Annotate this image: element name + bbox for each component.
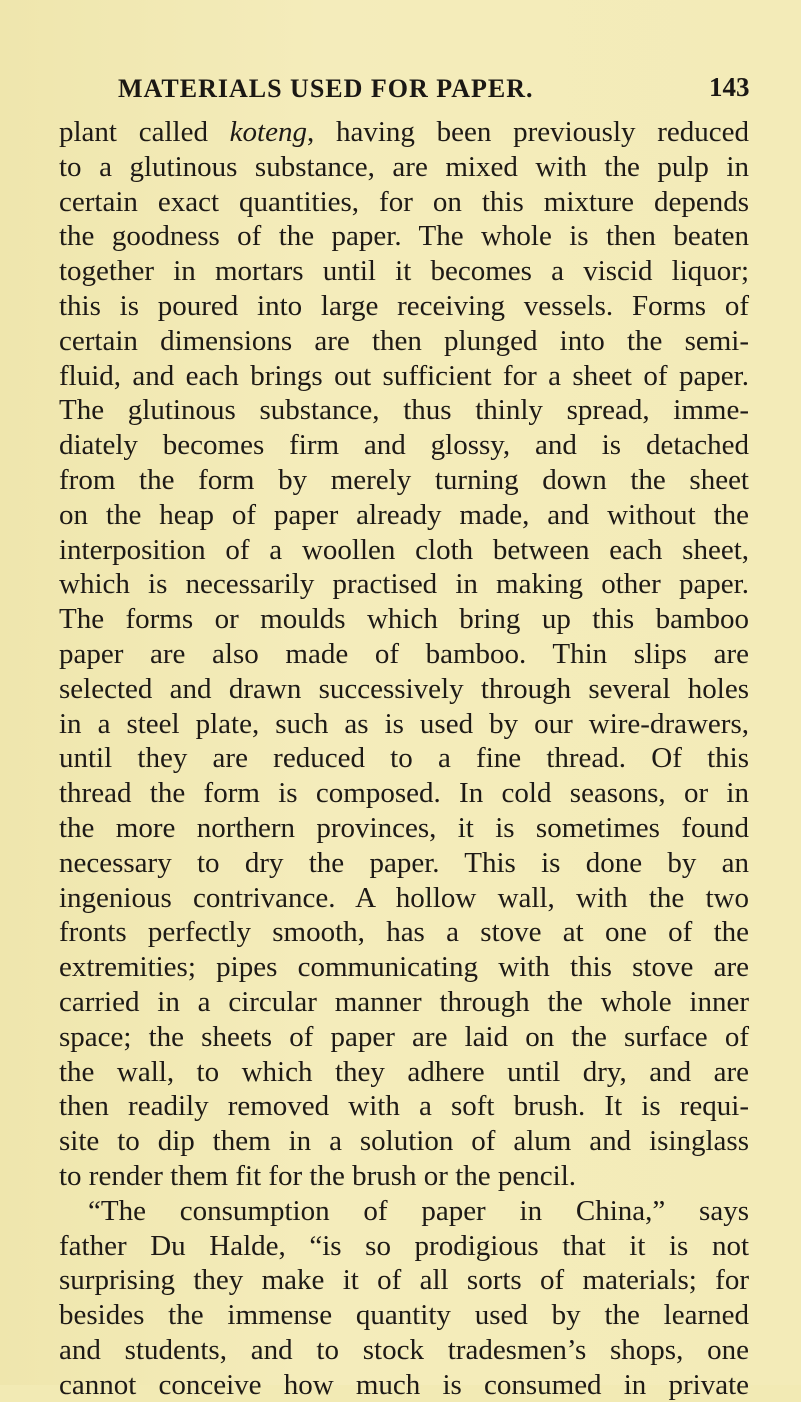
page-number: 143 [709, 72, 750, 102]
text-line: to render them fit for the brush or the pencil. [59, 1159, 577, 1192]
text-line: the more northern provinces, it is sometimes found [59, 811, 749, 844]
text-line: site to dip them in a solution of alum and isinglass [59, 1125, 749, 1158]
text-line: ingenious contrivance. A hollow wall, with the two [59, 881, 749, 914]
text-line: fronts perfectly smooth, has a stove at one of the [59, 916, 749, 949]
text-line: and students, and to stock tradesmen’s shops, one [59, 1333, 749, 1366]
italic-term: koteng [229, 116, 307, 148]
text-line: selected and drawn successively through several holes [59, 672, 749, 705]
text-line: the goodness of the paper. The whole is then beaten [59, 220, 749, 253]
text-line: “The consumption of paper in China,” says [88, 1194, 749, 1227]
text-line: besides the immense quantity used by the learned [59, 1299, 749, 1332]
body-text [59, 115, 749, 1402]
text-line: father Du Halde, “is so prodigious that it is not [59, 1229, 749, 1262]
text-line: space; the sheets of paper are laid on the surface of [59, 1020, 749, 1053]
text-line: The forms or moulds which bring up this bamboo [59, 603, 749, 636]
text-line: in a steel plate, such as is used by our wire-drawers, [59, 707, 749, 740]
text-line: until they are reduced to a fine thread. Of this [59, 742, 749, 775]
text-line [59, 115, 749, 150]
text-line: then readily removed with a soft brush. It is requi- [59, 1090, 749, 1123]
text-line: diately becomes firm and glossy, and is detached [59, 429, 749, 462]
text-line: the wall, to which they adhere until dry, and are [59, 1055, 749, 1088]
text-line: certain exact quantities, for on this mixture depends [59, 185, 749, 218]
text-line: carried in a circular manner through the whole inner [59, 985, 749, 1018]
running-title: MATERIALS USED FOR PAPER. [118, 74, 534, 103]
text-line: which is necessarily practised in making other paper. [59, 568, 749, 601]
text-line: cannot conceive how much is consumed in private [59, 1368, 749, 1401]
text-line: this is poured into large receiving vessels. Forms of [59, 289, 749, 322]
text-line: from the form by merely turning down the sheet [59, 463, 749, 496]
text-fragment: , having been previously reduced [306, 116, 750, 148]
text-line: surprising they make it of all sorts of materials; for [59, 1264, 749, 1297]
text-line: extremities; pipes communicating with this stove are [59, 951, 749, 984]
text-line: The glutinous substance, thus thinly spread, imme- [59, 394, 749, 427]
text-line: to a glutinous substance, are mixed with the pulp in [59, 150, 749, 183]
text-fragment: plant called [59, 116, 230, 148]
text-line: paper are also made of bamboo. Thin slips are [59, 637, 749, 670]
text-line: interposition of a woollen cloth between each sheet, [59, 533, 749, 566]
text-line: certain dimensions are then plunged into the semi- [59, 324, 749, 357]
text-line: fluid, and each brings out sufficient for a sheet of paper. [59, 359, 749, 392]
text-line: on the heap of paper already made, and without the [59, 498, 749, 531]
text-line: together in mortars until it becomes a viscid liquor; [59, 255, 749, 288]
text-line: thread the form is composed. In cold seasons, or in [59, 777, 749, 810]
text-line: necessary to dry the paper. This is done by an [59, 846, 749, 879]
